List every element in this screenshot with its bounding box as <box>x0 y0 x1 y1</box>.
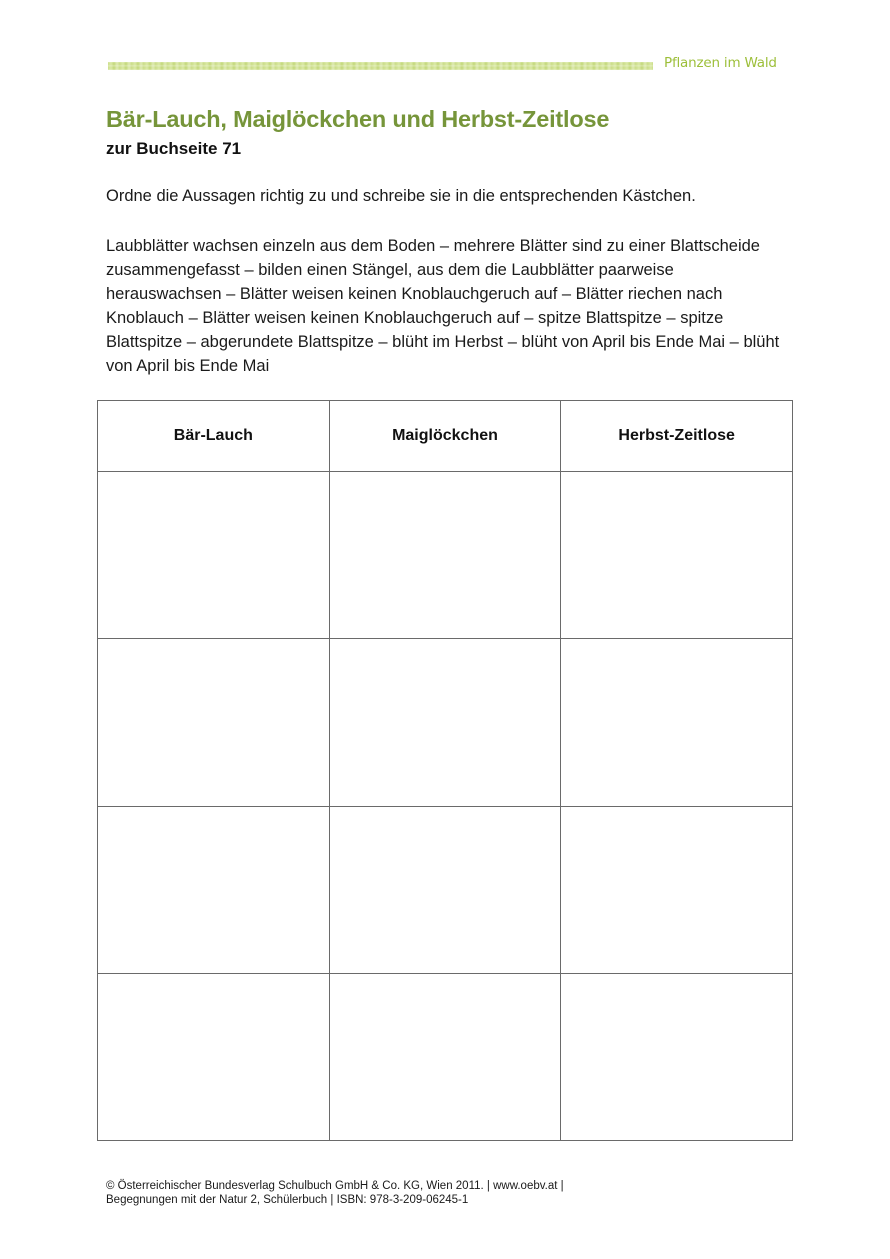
section-label: Pflanzen im Wald <box>664 55 777 71</box>
table-header-row <box>98 401 793 472</box>
answer-cell[interactable] <box>329 472 561 639</box>
page-subtitle: zur Buchseite 71 <box>106 139 242 158</box>
instruction-text: Ordne die Aussagen richtig zu und schreibe sie in die entsprechenden Kästchen. <box>106 187 696 205</box>
column-header-herbst-zeitlose: Herbst-Zeitlose <box>561 401 793 472</box>
footer-book-info: Begegnungen mit der Natur 2, Schülerbuch | ISBN: 978-3-209-06245-1 <box>106 1194 469 1206</box>
header-decorative-bar <box>108 62 653 70</box>
answer-cell[interactable] <box>98 806 330 973</box>
page-title: Bär-Lauch, Maiglöckchen und Herbst-Zeitlose <box>106 106 610 132</box>
answer-cell[interactable] <box>561 806 793 973</box>
table-row <box>98 639 793 806</box>
answer-cell[interactable] <box>329 806 561 973</box>
footer <box>106 1179 564 1207</box>
answer-cell[interactable] <box>98 639 330 806</box>
answer-cell[interactable] <box>329 639 561 806</box>
footer-copyright: © Österreichischer Bundesverlag Schulbuch GmbH & Co. KG, Wien 2011. | www.oebv.at | <box>106 1180 564 1192</box>
answer-cell[interactable] <box>98 973 330 1140</box>
column-header-maigloeckchen: Maiglöckchen <box>329 401 561 472</box>
statements-text: Laubblätter wachsen einzeln aus dem Boden – mehrere Blätter sind zu einer Blattscheide zusammengefasst – bilden einen Stängel, aus dem die Laubblätter paarweise herauswachsen – Blätter weisen keinen Knoblauchgeruch auf – Blätter riechen nach Knoblauch – Blätter weisen keinen Knoblauchgeruch auf – spitze Blattspitze – spitze Blattspitze – abgerundete Blattspitze – blüht im Herbst – blüht von April bis Ende Mai – blüht von April bis Ende Mai <box>106 237 780 375</box>
answer-cell[interactable] <box>98 472 330 639</box>
table-row <box>98 806 793 973</box>
answer-table <box>97 400 793 1141</box>
table-row <box>98 973 793 1140</box>
answer-cell[interactable] <box>329 973 561 1140</box>
answer-cell[interactable] <box>561 973 793 1140</box>
column-header-baer-lauch: Bär-Lauch <box>98 401 330 472</box>
table-row <box>98 472 793 639</box>
answer-cell[interactable] <box>561 472 793 639</box>
answer-cell[interactable] <box>561 639 793 806</box>
